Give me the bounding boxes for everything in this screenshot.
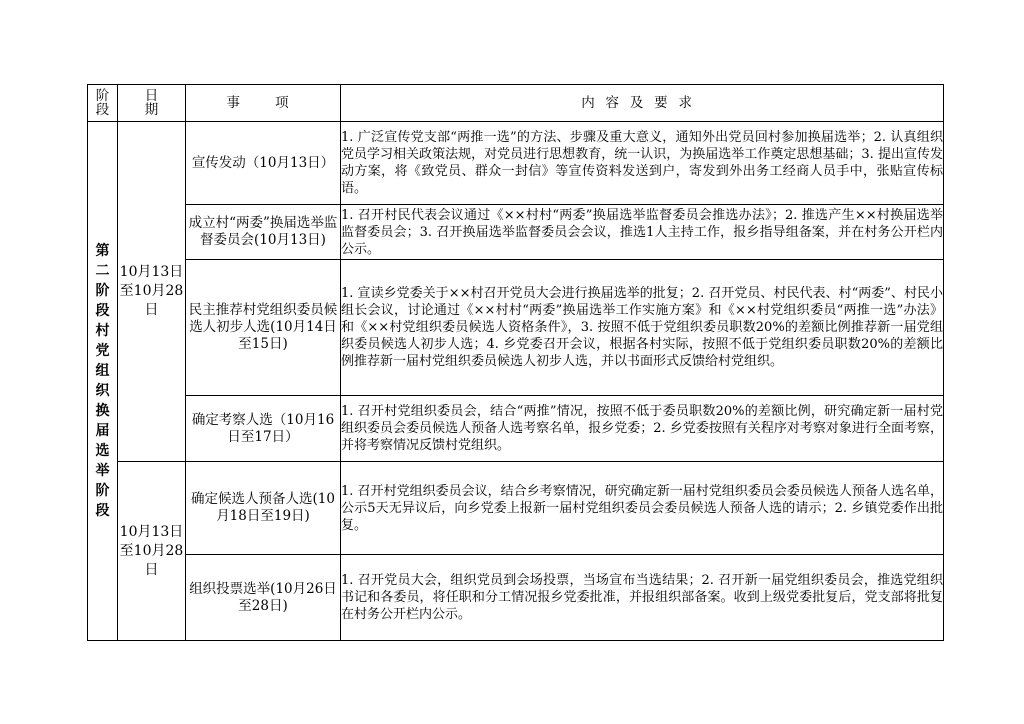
requirements-cell: 1. 召开村民代表会议通过《××村村“两委”换届选举监督委员会推选办法》；2. 推选产生××村换届选举监督委员会；3. 召开换届选举监督委员会会议，推选1人主持工作，报乡指导组备案，并在村务公开栏内公示。 (341, 205, 944, 260)
requirements-cell: 1. 召开党员大会，组织党员到会场投票，当场宣布当选结果；2. 召开新一届党组织委员会，推选党组织书记和各委员，将任职和分工情况报乡党委批准，并报组织部备案。收到上级党委批复后，党支部将批复在村务公开栏内公示。 (341, 555, 944, 641)
header-item: 事 项 (186, 85, 341, 122)
item-cell: 组织投票选举(10月26日至28日) (186, 555, 341, 641)
requirements-cell: 1. 召开村党组织委员会议，结合乡考察情况，研究确定新一届村党组织委员会委员候选人预备人选名单，公示5天无异议后，向乡党委上报新一届村党组织委员会委员候选人预备人选的请示；2. 乡镇党委作出批复。 (341, 462, 944, 555)
table-row (88, 396, 944, 462)
header-row (88, 85, 944, 122)
item-cell: 成立村“两委”换届选举监督委员会(10月13日) (186, 205, 341, 260)
date-cell: 10月13日至10月28日 (118, 462, 186, 641)
header-date: 日期 (118, 85, 186, 122)
header-requirements: 内容及要求 (341, 85, 944, 122)
table-row (88, 555, 944, 641)
table-row (88, 260, 944, 396)
requirements-cell: 1. 宣读乡党委关于××村召开党员大会进行换届选举的批复；2. 召开党员、村民代表、村“两委”、村民小组长会议，讨论通过《××村村“两委”换届选举工作实施方案》和《××村党组织委员“两推一选”办法》和《××村党组织委员候选人资格条件》，3. 按照不低于党组织委员职数20%的差额比例推荐新一届党组织委员候选人初步人选；4. 乡党委召开会议，根据各村实际，按照不低于党组织委员职数20%的差额比例推荐新一届村党组织委员候选人初步人选，并以书面形式反馈给村党组织。 (341, 260, 944, 396)
requirements-cell: 1. 召开村党组织委员会，结合“两推”情况，按照不低于委员职数20%的差额比例，研究确定新一届村党组织委员会委员候选人预备人选考察名单，报乡党委；2. 乡党委按照有关程序对考察对象进行全面考察，并将考察情况反馈村党组织。 (341, 396, 944, 462)
table-row (88, 462, 944, 555)
date-cell: 10月13日至10月28日 (118, 122, 186, 462)
header-stage: 阶段 (88, 85, 118, 122)
table-row (88, 122, 944, 205)
item-cell: 宣传发动（10月13日） (186, 122, 341, 205)
phase-cell: 第二阶段 村党组织换届选举阶段 (88, 122, 118, 641)
schedule-table (87, 84, 944, 641)
requirements-cell: 1. 广泛宣传党支部“两推一选”的方法、步骤及重大意义，通知外出党员回村参加换届选举；2. 认真组织党员学习相关政策法规，对党员进行思想教育，统一认识，为换届选举工作奠定思想基础；3. 提出宣传发动方案，将《致党员、群众一封信》等宣传资料发送到户，寄发到外出务工经商人员手中，张贴宣传标语。 (341, 122, 944, 205)
item-cell: 确定考察人选（10月16日至17日） (186, 396, 341, 462)
item-cell: 民主推荐村党组织委员候选人初步人选(10月14日至15日) (186, 260, 341, 396)
table-row (88, 205, 944, 260)
item-cell: 确定候选人预备人选(10月18日至19日) (186, 462, 341, 555)
